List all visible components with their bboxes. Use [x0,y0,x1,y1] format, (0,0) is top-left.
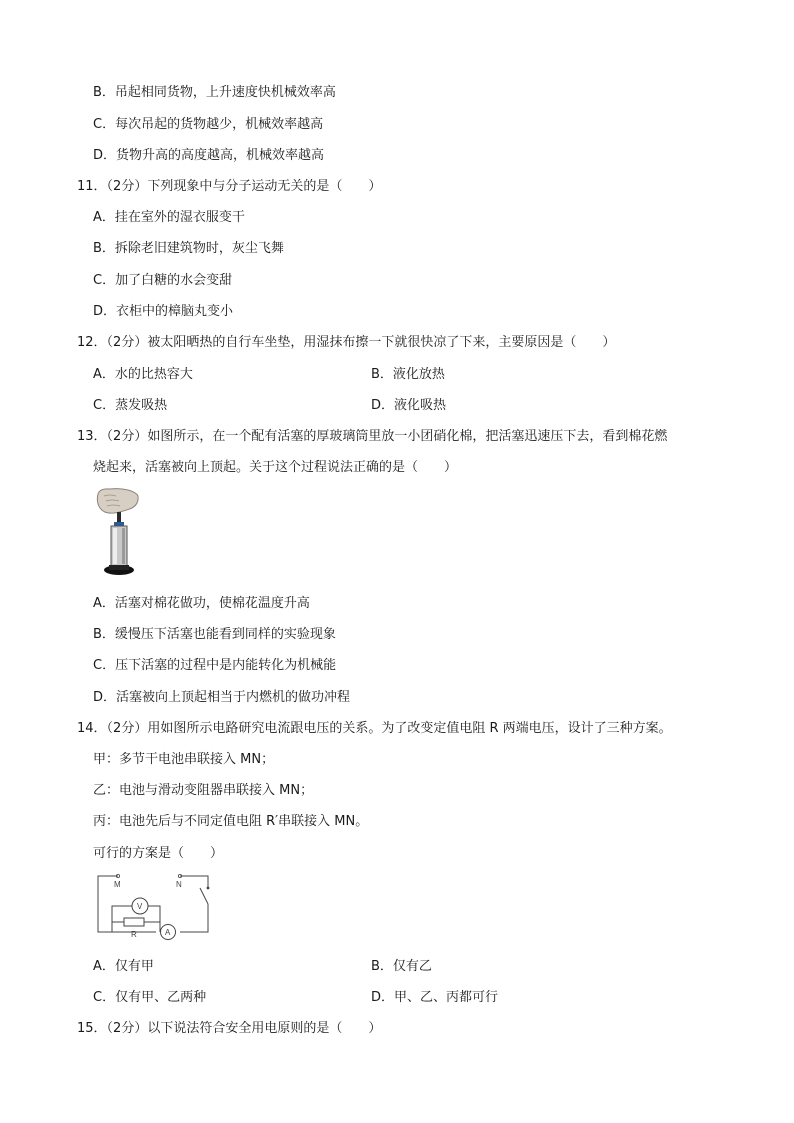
q14-stem: 14．（2分）用如图所示电路研究电流跟电压的关系。为了改变定值电阻 R 两端电压，设计了三种方案。 [77,721,672,736]
circuit-label-a: A [165,928,171,937]
piston-cylinder-figure [92,486,142,580]
q14-prompt: 可行的方案是（ ） [93,846,224,861]
q13-option-c: C．压下活塞的过程中是内能转化为机械能 [93,658,337,673]
q13-option-d: D．活塞被向上顶起相当于内燃机的做功冲程 [93,690,351,705]
q14-option-b: B．仅有乙 [371,959,432,974]
q14-option-a: A．仅有甲 [93,959,154,974]
q14-plan-yi: 乙：电池与滑动变阻器串联接入 MN； [93,783,314,798]
circuit-label-m: M [114,880,121,889]
circuit-label-v: V [137,902,143,911]
circuit-label-r: R [131,930,137,939]
q12-option-d: D．液化吸热 [371,398,447,413]
q10-option-d: D．货物升高的高度越高，机械效率越高 [93,148,325,163]
q14-plan-jia: 甲：多节干电池串联接入 MN； [93,752,275,767]
q14-plan-bing: 丙：电池先后与不同定值电阻 R′串联接入 MN。 [93,814,369,829]
q14-option-d: D．甲、乙、丙都可行 [371,990,499,1005]
q11-stem: 11．（2分）下列现象中与分子运动无关的是（ ） [77,179,382,194]
q13-option-a: A．活塞对棉花做功，使棉花温度升高 [93,596,310,611]
q10-option-b: B．吊起相同货物，上升速度快机械效率高 [93,85,336,100]
circuit-diagram [96,870,214,940]
q12-option-b: B．液化放热 [371,367,445,382]
q13-stem-line1: 13．（2分）如图所示，在一个配有活塞的厚玻璃筒里放一小团硝化棉，把活塞迅速压下去，看到棉花燃 [77,429,668,444]
q11-option-d: D．衣柜中的樟脑丸变小 [93,304,234,319]
q11-option-b: B．拆除老旧建筑物时，灰尘飞舞 [93,241,284,256]
q15-stem: 15．（2分）以下说法符合安全用电原则的是（ ） [77,1021,382,1036]
q13-option-b: B．缓慢压下活塞也能看到同样的实验现象 [93,627,336,642]
q11-option-c: C．加了白糖的水会变甜 [93,273,233,288]
q13-stem-line2: 烧起来，活塞被向上顶起。关于这个过程说法正确的是（ ） [93,460,458,475]
q12-stem: 12．（2分）被太阳晒热的自行车坐垫，用湿抹布擦一下就很快凉了下来，主要原因是（ ） [77,335,616,350]
q12-option-c: C．蒸发吸热 [93,398,168,413]
q11-option-a: A．挂在室外的湿衣服变干 [93,210,245,225]
q10-option-c: C．每次吊起的货物越少，机械效率越高 [93,117,324,132]
q14-option-c: C．仅有甲、乙两种 [93,990,207,1005]
circuit-label-n: N [176,880,182,889]
q12-option-a: A．水的比热容大 [93,367,193,382]
